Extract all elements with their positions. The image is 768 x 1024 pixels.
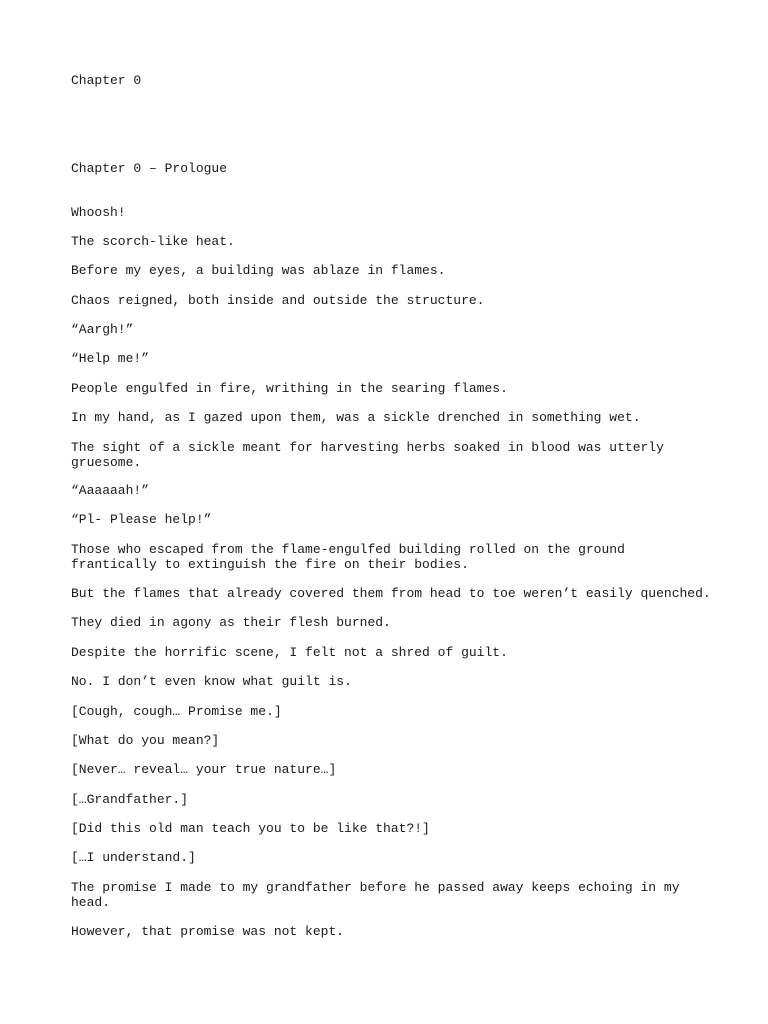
paragraph: [Never… reveal… your true nature…]: [71, 762, 337, 777]
paragraph: “Help me!”: [71, 351, 150, 366]
paragraph: “Aargh!”: [71, 322, 134, 337]
paragraph: [Cough, cough… Promise me.]: [71, 704, 282, 719]
document-header: Chapter 0: [71, 73, 142, 88]
paragraph: Those who escaped from the flame-engulfed building rolled on the ground frantically to extinguish the fire on their bodies.: [71, 542, 625, 572]
paragraph: Whoosh!: [71, 205, 126, 220]
paragraph: The promise I made to my grandfather before he passed away keeps echoing in my head.: [71, 880, 680, 910]
paragraph: [Did this old man teach you to be like that?!]: [71, 821, 430, 836]
paragraph: No. I don’t even know what guilt is.: [71, 674, 352, 689]
paragraph: The scorch-like heat.: [71, 234, 235, 249]
paragraph: In my hand, as I gazed upon them, was a sickle drenched in something wet.: [71, 410, 641, 425]
paragraph: “Aaaaaah!”: [71, 483, 150, 498]
paragraph: People engulfed in fire, writhing in the searing flames.: [71, 381, 508, 396]
paragraph: Chaos reigned, both inside and outside the structure.: [71, 293, 485, 308]
paragraph: The sight of a sickle meant for harvesting herbs soaked in blood was utterly gruesome.: [71, 440, 664, 470]
paragraph: […Grandfather.]: [71, 792, 189, 807]
paragraph: [What do you mean?]: [71, 733, 220, 748]
chapter-title: Chapter 0 – Prologue: [71, 161, 228, 176]
paragraph: Before my eyes, a building was ablaze in flames.: [71, 263, 446, 278]
paragraph: They died in agony as their flesh burned.: [71, 615, 391, 630]
paragraph: Despite the horrific scene, I felt not a shred of guilt.: [71, 645, 508, 660]
paragraph: But the flames that already covered them from head to toe weren’t easily quenched.: [71, 586, 711, 601]
paragraph: […I understand.]: [71, 850, 196, 865]
paragraph: “Pl- Please help!”: [71, 512, 212, 527]
paragraph: However, that promise was not kept.: [71, 924, 345, 939]
